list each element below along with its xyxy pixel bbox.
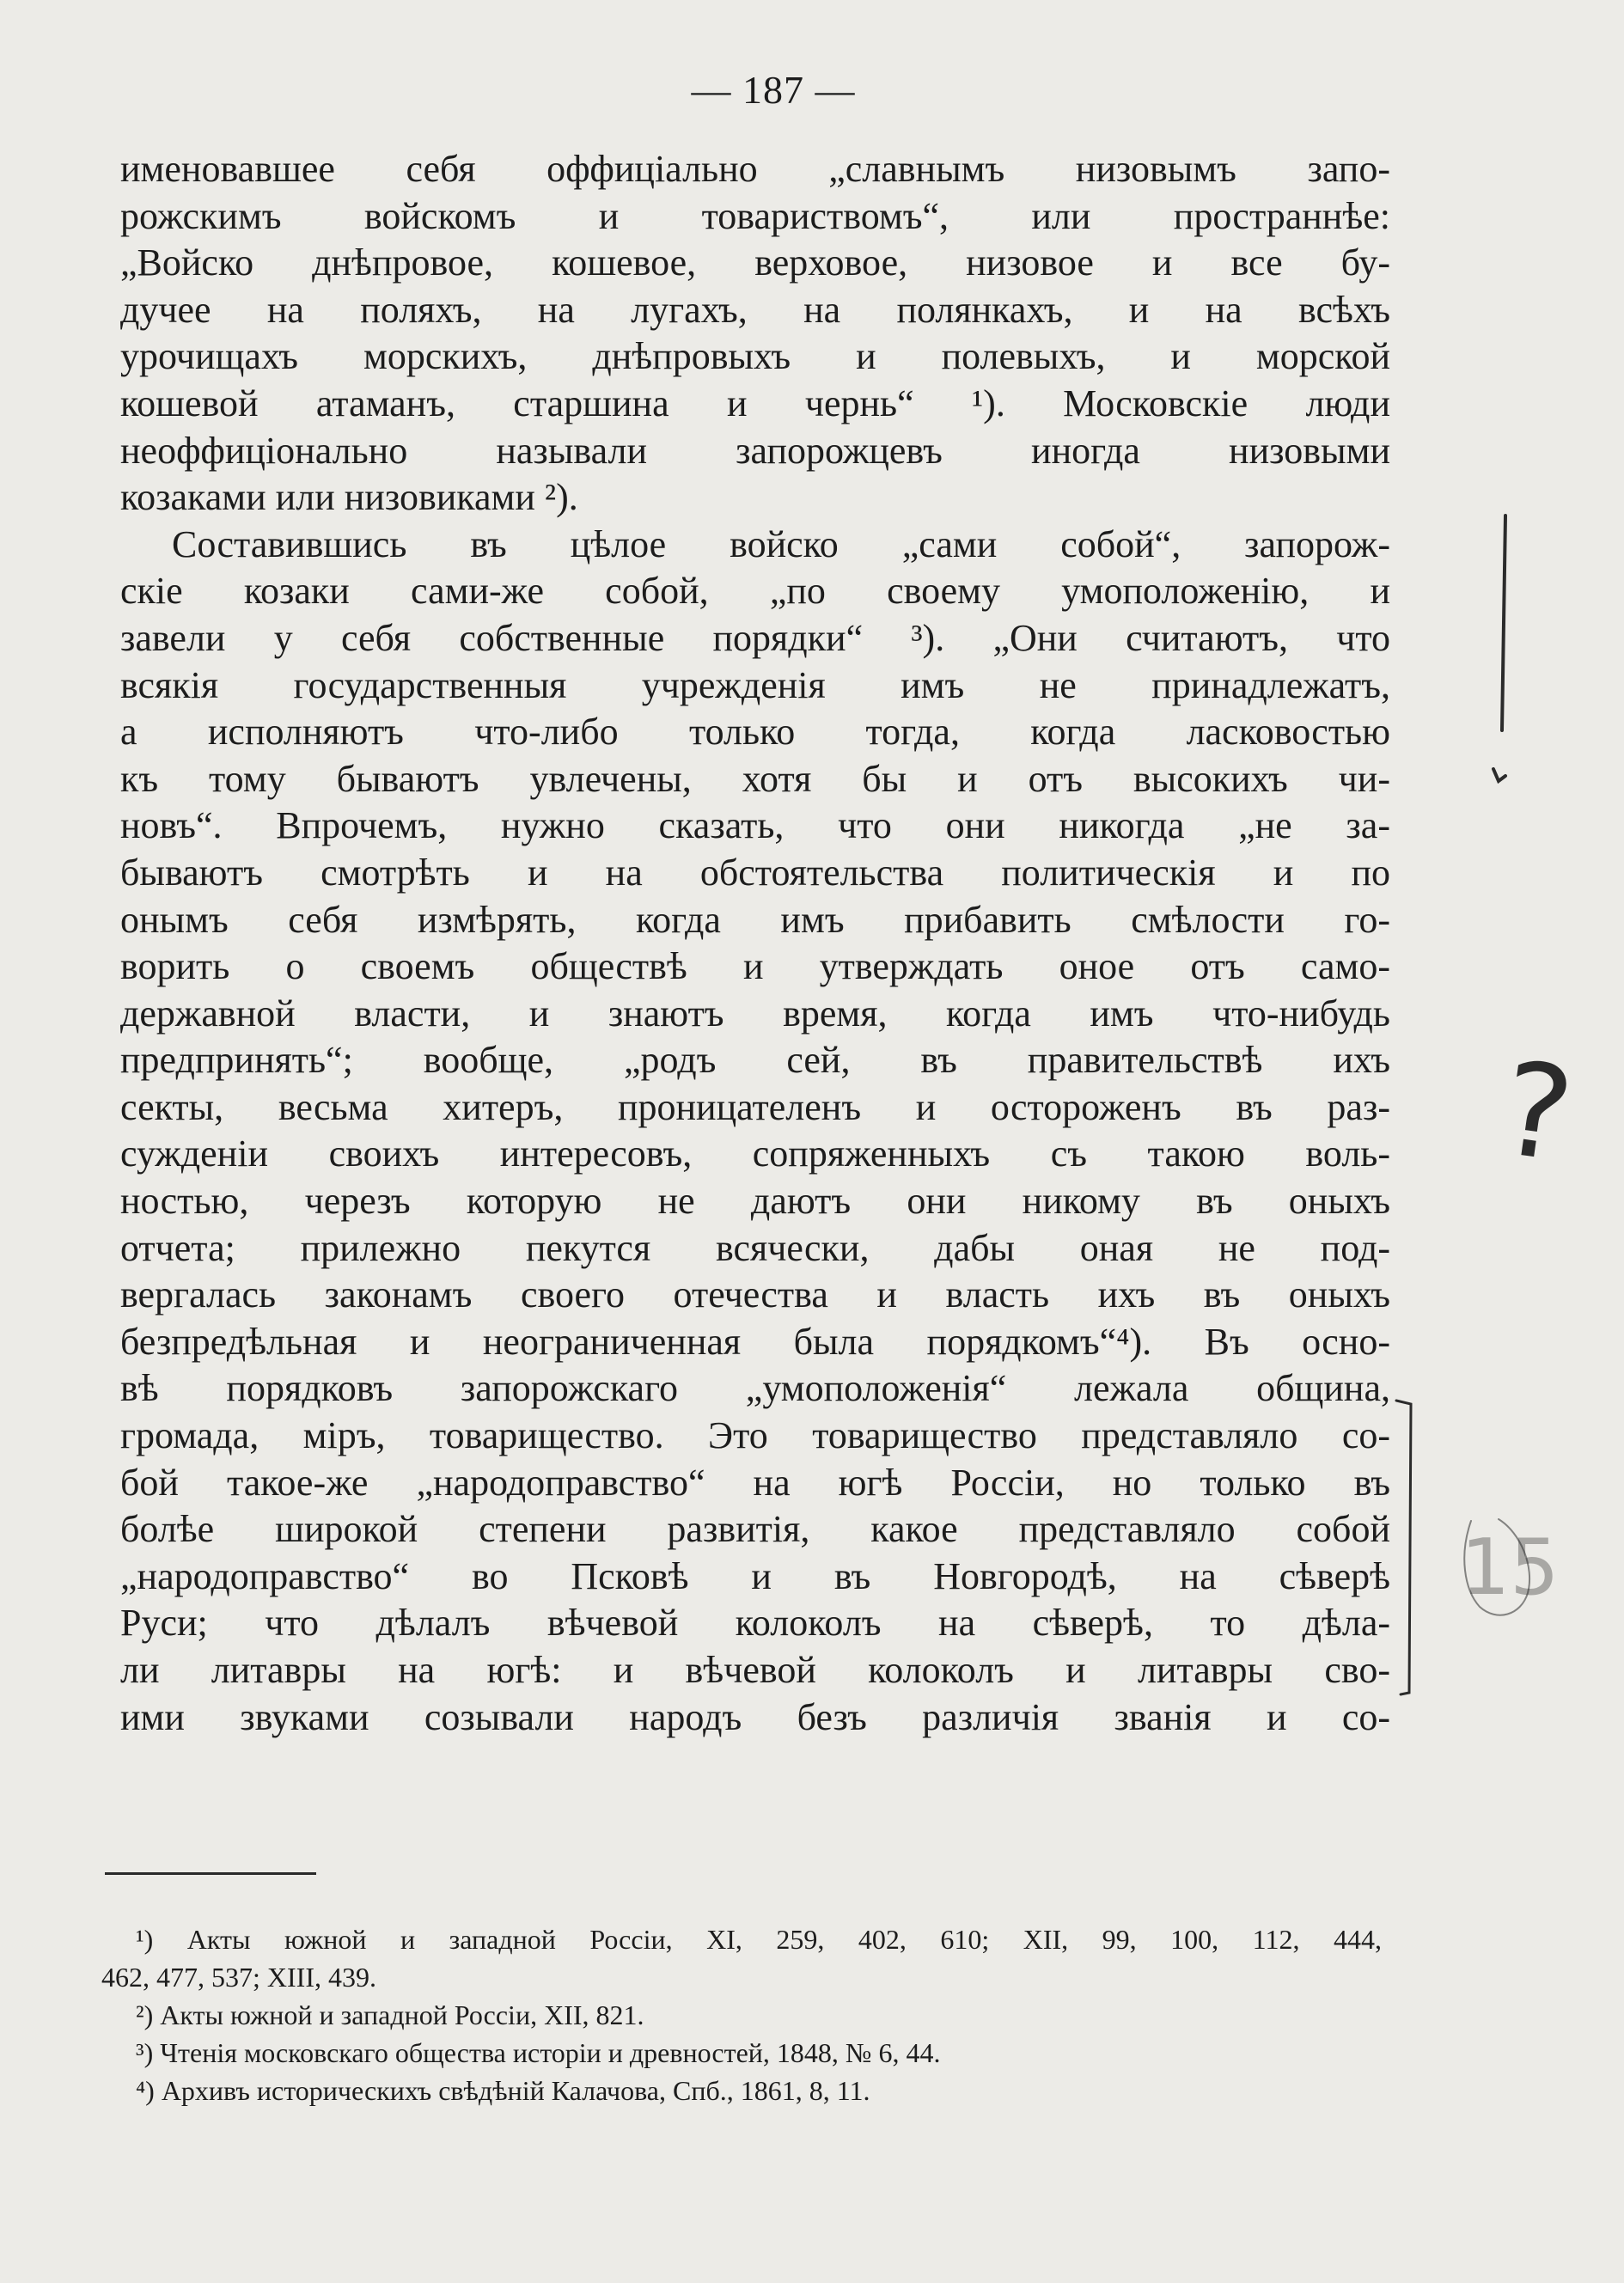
text-line: козаками или низовиками ²). (120, 476, 578, 519)
text-line: урочищахъ морскихъ, днѣпровыхъ и полевыхъ, и морской (120, 335, 1390, 378)
text-line: всякія государственныя учрежденія имъ не принадлежатъ, (120, 663, 1390, 706)
footnotes (101, 1920, 1382, 2109)
margin-question-mark: ? (1493, 1034, 1582, 1192)
margin-tick-mark (1493, 769, 1505, 781)
footnote-4: ⁴) Архивъ историческихъ свѣдѣній Калачова, Спб., 1861, 8, 11. (136, 2075, 870, 2106)
text-line: вергалась законамъ своего отечества и власть ихъ въ оныхъ (120, 1273, 1390, 1316)
text-line: новъ“. Впрочемъ, нужно сказать, что они никогда „не за- (120, 804, 1390, 847)
margin-bracket-mark (1396, 1401, 1411, 1694)
text-line: болѣе широкой степени развитія, какое представляло собой (120, 1508, 1390, 1551)
text-line: а исполняютъ что-либо только тогда, когда ласковостью (120, 711, 1390, 754)
text-line: громада, міръ, товарищество. Это товарищество представляло со- (120, 1414, 1390, 1457)
text-line: предпринять“; вообще, „родъ сей, въ правительствѣ ихъ (120, 1039, 1390, 1082)
margin-pencil-number: 15 (1461, 1523, 1560, 1613)
text-line: ворить о своемъ обществѣ и утверждать оное отъ само- (120, 945, 1390, 988)
text-line: отчета; прилежно пекутся всячески, дабы оная не под- (120, 1226, 1390, 1269)
text-line: рожскимъ войскомъ и товариствомъ“, или пространнѣе: (120, 194, 1390, 237)
text-line: „Войско днѣпровое, кошевое, верховое, низовое и все бу- (120, 241, 1390, 284)
text-line: ими звуками созывали народъ безъ различія званія и со- (120, 1695, 1390, 1738)
text-line: „народоправство“ во Псковѣ и въ Новгородѣ, на сѣверѣ (120, 1554, 1390, 1597)
text-line: скіе козаки сами-же собой, „по своему умоположенію, и (120, 570, 1390, 613)
text-line: бываютъ смотрѣть и на обстоятельства политическія и по (120, 851, 1390, 894)
margin-vertical-line-mark (1502, 516, 1505, 730)
text-line: къ тому бываютъ увлечены, хотя бы и отъ высокихъ чи- (120, 757, 1390, 800)
text-line: сужденіи своихъ интересовъ, сопряженныхъ съ такою воль- (120, 1132, 1390, 1175)
footnote-1-continuation: 462, 477, 537; XIII, 439. (101, 1962, 376, 1993)
margin-circle-mark (1464, 1519, 1529, 1615)
text-line: кошевой атаманъ, старшина и чернь“ ¹). Московскіе люди (120, 382, 1390, 424)
footnote-separator (105, 1872, 316, 1875)
text-line: вѣ порядковъ запорожскаго „умоположенія“ лежала община, (120, 1367, 1390, 1410)
text-line: державной власти, и знаютъ время, когда имъ что-нибудь (120, 992, 1390, 1035)
footnote-2: ²) Акты южной и западной Россіи, XII, 821. (136, 1999, 644, 2030)
text-line: безпредѣльная и неограниченная была порядкомъ“⁴). Въ осно- (120, 1320, 1390, 1363)
text-line: дучее на поляхъ, на лугахъ, на полянкахъ, и на всѣхъ (120, 288, 1390, 331)
text-line: именовавшее себя оффиціально „славнымъ низовымъ запо- (120, 148, 1390, 190)
page-number: — 187 — (691, 68, 856, 112)
text-line: завели у себя собственные порядки“ ³). „Они считаютъ, что (120, 616, 1390, 659)
body-text (120, 146, 1390, 1741)
text-line: онымъ себя измѣрять, когда имъ прибавить смѣлости го- (120, 898, 1390, 941)
footnote-3: ³) Чтенія московскаго общества исторіи и древностей, 1848, № 6, 44. (136, 2037, 941, 2068)
text-line: ли литавры на югѣ: и вѣчевой колоколъ и литавры сво- (120, 1649, 1390, 1691)
footnote-1: ¹) Акты южной и западной Россіи, XI, 259, 402, 610; XII, 99, 100, 112, 444, (136, 1924, 1382, 1955)
text-line: Руси; что дѣлалъ вѣчевой колоколъ на сѣверѣ, то дѣла- (120, 1602, 1390, 1645)
paragraph-start-line: Составившись въ цѣлое войско „сами собой“, запорож- (172, 522, 1390, 565)
text-line: ностью, черезъ которую не даютъ они никому въ оныхъ (120, 1180, 1390, 1223)
text-line: бой такое-же „народоправство“ на югѣ Россіи, но только въ (120, 1461, 1390, 1504)
text-line: секты, весьма хитеръ, проницателенъ и остороженъ въ раз- (120, 1085, 1390, 1128)
text-line: неоффиціонально называли запорожцевъ иногда низовыми (120, 429, 1390, 472)
